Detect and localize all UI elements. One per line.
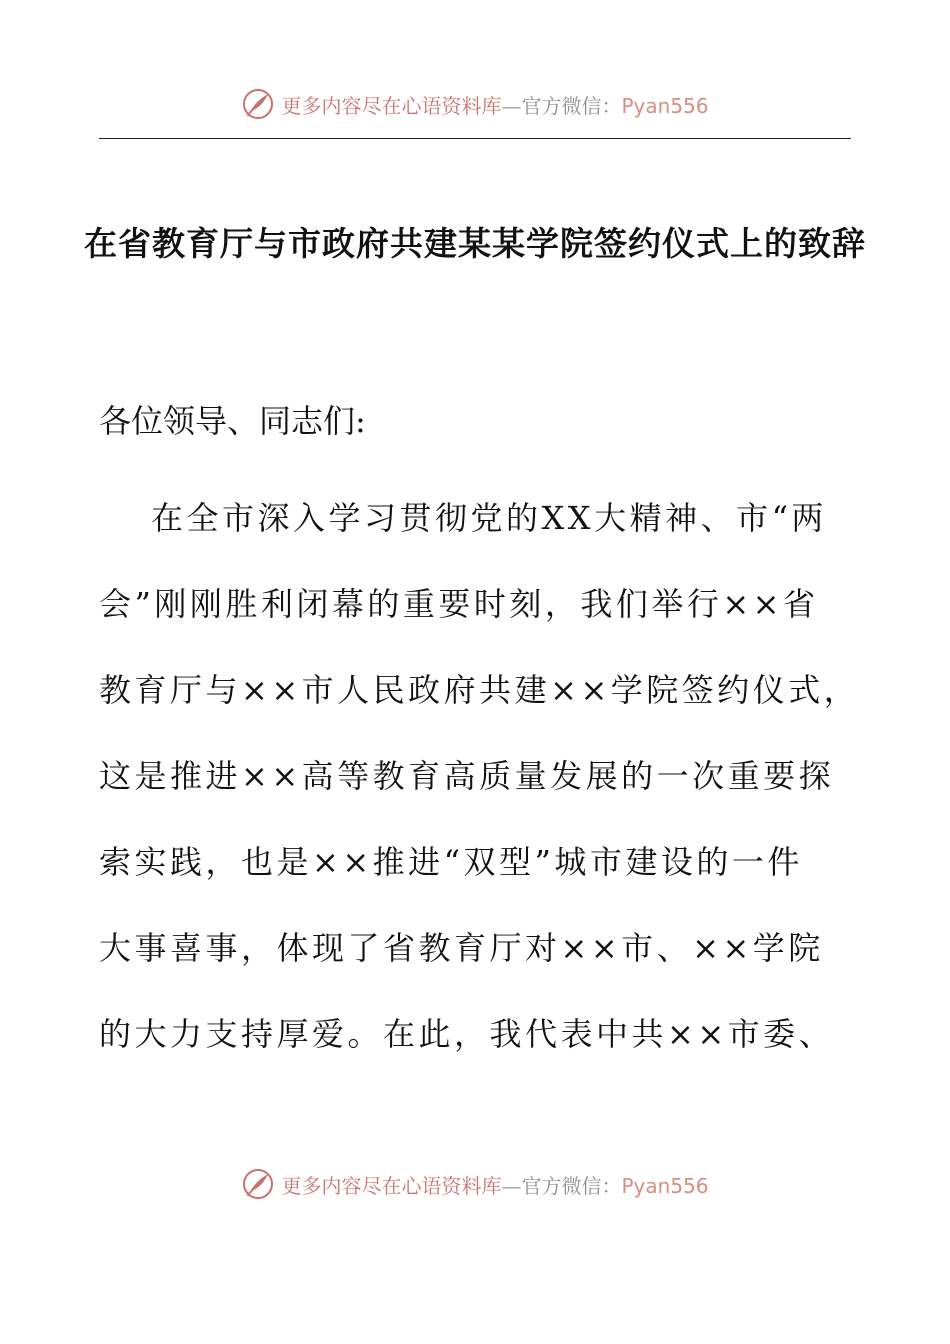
body-text xyxy=(99,490,869,1092)
salutation: 各位领导、同志们: xyxy=(99,402,366,440)
header-banner-text xyxy=(281,90,708,119)
footer-brand: 更多内容尽在心语资料库 xyxy=(281,1173,502,1198)
footer-separator: — xyxy=(501,1173,522,1198)
header-divider xyxy=(99,138,851,139)
body-line: 在全市深入学习贯彻党的XX大精神、市“两 xyxy=(151,499,827,537)
body-line: 的大力支持厚爱。在此，我代表中共××市委、 xyxy=(99,1015,835,1053)
footer-banner-text xyxy=(281,1170,708,1199)
header-wechat-id: Pyan556 xyxy=(621,93,709,118)
body-line: 大事喜事，体现了省教育厅对××市、××学院 xyxy=(99,929,824,967)
document-title: 在省教育厅与市政府共建某某学院签约仪式上的致辞 xyxy=(84,224,866,263)
header-wechat-label: 官方微信： xyxy=(521,93,622,118)
footer-wechat-label: 官方微信： xyxy=(521,1173,622,1198)
header-brand: 更多内容尽在心语资料库 xyxy=(281,93,502,118)
footer-wechat-id: Pyan556 xyxy=(621,1173,709,1198)
body-line: 教育厅与××市人民政府共建××学院签约仪式， xyxy=(99,671,860,709)
header-banner xyxy=(0,84,950,124)
header-separator: — xyxy=(501,93,522,118)
body-line: 索实践，也是××推进“双型”城市建设的一件 xyxy=(99,843,803,881)
quill-pen-logo-icon xyxy=(241,1167,275,1201)
body-line: 这是推进××高等教育高质量发展的一次重要探 xyxy=(99,757,835,795)
footer-banner xyxy=(0,1164,950,1204)
quill-pen-logo-icon xyxy=(241,87,275,121)
body-line: 会”刚刚胜利闭幕的重要时刻，我们举行××省 xyxy=(99,585,819,623)
